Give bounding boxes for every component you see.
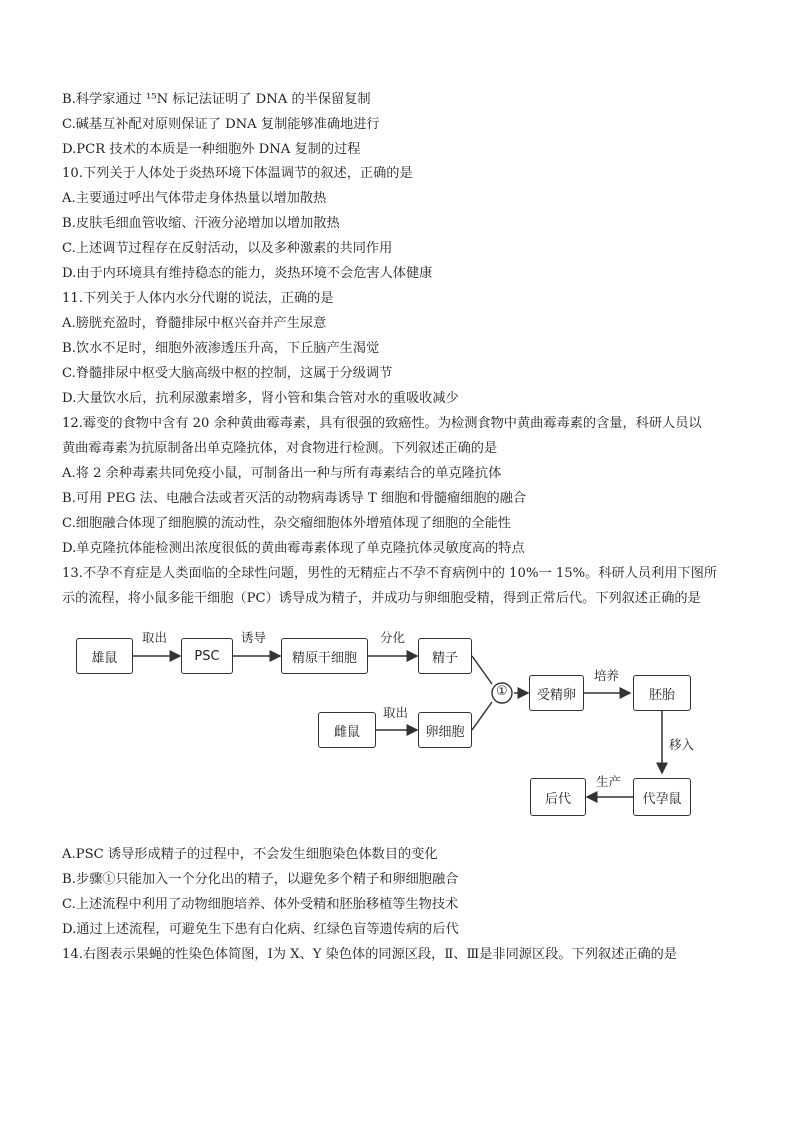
label-induce: 诱导 <box>241 630 267 645</box>
option-11a: A.膀胱充盈时，脊髓排尿中枢兴奋并产生尿意 <box>62 316 327 331</box>
option-13c: C.上述流程中利用了动物细胞培养、体外受精和胚胎移植等生物技术 <box>62 897 459 912</box>
box-offspring: 后代 <box>530 778 586 816</box>
option-11b: B.饮水不足时，细胞外液渗透压升高，下丘脑产生渴觉 <box>62 341 380 356</box>
label-transfer: 移入 <box>669 737 695 752</box>
box-egg: 卵细胞 <box>418 712 472 748</box>
option-12a: A.将 2 余种毒素共同免疫小鼠，可制备出一种与所有毒素结合的单克隆抗体 <box>62 466 502 481</box>
box-psc: PSC <box>181 638 233 674</box>
option-12d: D.单克隆抗体能检测出浓度很低的黄曲霉毒素体现了单克隆抗体灵敏度高的特点 <box>62 541 525 556</box>
box-sperm: 精子 <box>418 638 472 674</box>
box-female-mouse: 雌鼠 <box>318 712 376 748</box>
option-11d: D.大量饮水后，抗利尿激素增多，肾小管和集合管对水的重吸收减少 <box>62 391 459 406</box>
arrow-egg-merge <box>472 702 492 730</box>
label-culture: 培养 <box>594 668 620 683</box>
option-10b: B.皮肤毛细血管收缩、汗液分泌增加以增加散热 <box>62 216 340 231</box>
option-10c: C.上述调节过程存在反射活动，以及多种激素的共同作用 <box>62 241 393 256</box>
option-9d: D.PCR 技术的本质是一种细胞外 DNA 复制的过程 <box>62 142 361 157</box>
option-9c: C.碱基互补配对原则保证了 DNA 复制能够准确地进行 <box>62 117 380 132</box>
arrow-sperm-merge <box>472 656 492 684</box>
question-13-line2: 示的流程，将小鼠多能干细胞（PC）诱导成为精子，并成功与卵细胞受精，得到正常后代。下列叙述正确的是 <box>62 591 701 606</box>
option-11c: C.脊髓排尿中枢受大脑高级中枢的控制，这属于分级调节 <box>62 366 393 381</box>
question-13-line1: 13.不孕不育症是人类面临的全球性问题，男性的无精症占不孕不育病例中的 10%一 15%。科研人员利用下图所 <box>62 566 718 581</box>
question-12-line1: 12.霉变的食物中含有 20 余种黄曲霉毒素，具有很强的致癌性。为检测食物中黄曲霉毒素的含量，科研人员以 <box>62 416 702 431</box>
option-10d: D.由于内环境具有维持稳态的能力，炎热环境不会危害人体健康 <box>62 266 433 281</box>
box-surrogate: 代孕鼠 <box>633 778 691 816</box>
label-differentiate: 分化 <box>380 630 406 645</box>
option-13a: A.PSC 诱导形成精子的过程中，不会发生细胞染色体数目的变化 <box>62 847 438 862</box>
label-take-out-1: 取出 <box>142 630 168 645</box>
question-14: 14.右图表示果蝇的性染色体简图，Ⅰ为 X、Y 染色体的同源区段，Ⅱ、Ⅲ是非同源区段。下列叙述正确的是 <box>62 947 678 962</box>
option-12c: C.细胞融合体现了细胞膜的流动性，杂交瘤细胞体外增殖体现了细胞的全能性 <box>62 516 511 531</box>
label-produce: 生产 <box>596 774 622 789</box>
label-take-out-2: 取出 <box>383 705 409 720</box>
question-10: 10.下列关于人体处于炎热环境下体温调节的叙述，正确的是 <box>62 166 413 181</box>
box-male-mouse: 雄鼠 <box>76 638 133 674</box>
option-9b: B.科学家通过 ¹⁵N 标记法证明了 DNA 的半保留复制 <box>62 92 371 107</box>
question-11: 11.下列关于人体内水分代谢的说法，正确的是 <box>62 291 334 306</box>
option-13d: D.通过上述流程，可避免生下患有白化病、红绿色盲等遗传病的后代 <box>62 922 459 937</box>
option-13b: B.步骤①只能加入一个分化出的精子，以避免多个精子和卵细胞融合 <box>62 872 459 887</box>
box-embryo: 胚胎 <box>633 675 691 711</box>
box-zygote: 受精卵 <box>529 675 584 711</box>
label-step1: ① <box>496 684 508 699</box>
option-10a: A.主要通过呼出气体带走身体热量以增加散热 <box>62 191 327 206</box>
question-12-line2: 黄曲霉毒素为抗原制备出单克隆抗体，对食物进行检测。下列叙述正确的是 <box>62 441 498 456</box>
option-12b: B.可用 PEG 法、电融合法或者灭活的动物病毒诱导 T 细胞和骨髓瘤细胞的融合 <box>62 491 527 506</box>
box-spermatogonia: 精原干细胞 <box>281 638 368 674</box>
